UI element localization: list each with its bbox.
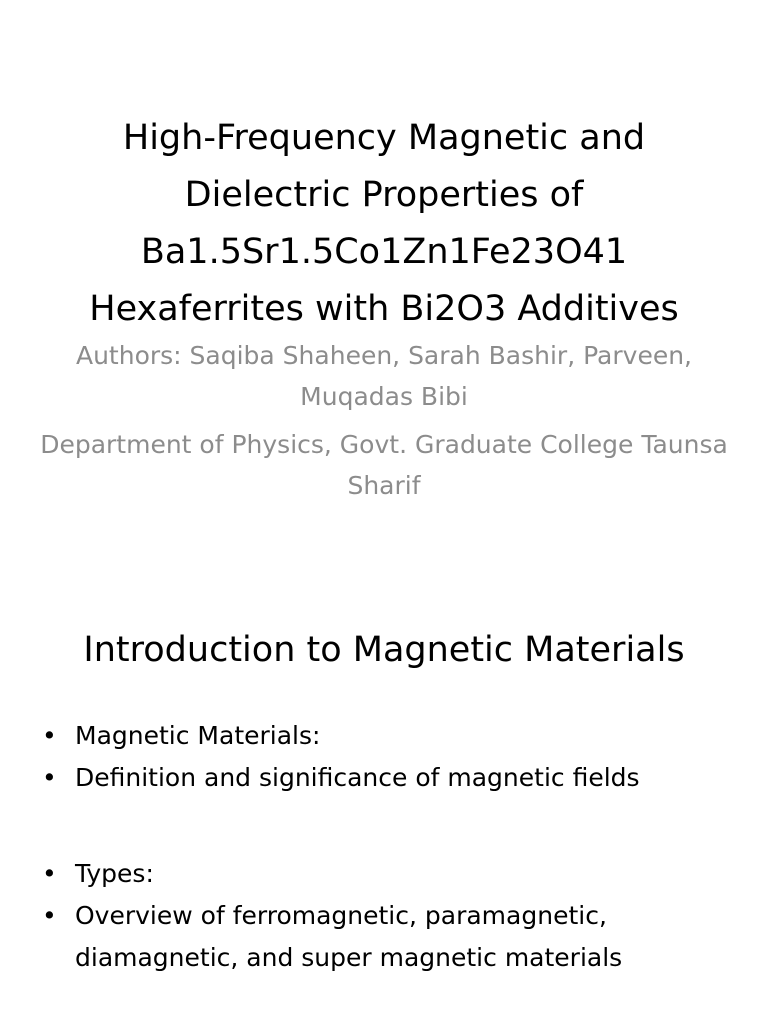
content-slide	[0, 560, 768, 1024]
slide-subtitle	[40, 335, 728, 513]
bullet-icon: •	[42, 763, 57, 792]
slide-title: High-Frequency Magnetic and Dielectric Properties of Ba1.5Sr1.5Co1Zn1Fe23O41 Hexaferrites with Bi2O3 Additives	[89, 118, 679, 329]
bullet-item	[40, 853, 740, 895]
bullet-icon: •	[42, 901, 57, 930]
bullet-icon: •	[42, 859, 57, 888]
bullet-text: Magnetic Materials:	[75, 721, 321, 750]
bullet-item	[40, 895, 740, 979]
bullet-text: Overview of ferromagnetic, paramagnetic, diamagnetic, and super magnetic materials	[75, 901, 623, 972]
bullet-item	[40, 757, 740, 799]
authors-line: Authors: Saqiba Shaheen, Sarah Bashir, Parveen, Muqadas Bibi	[75, 341, 692, 411]
affiliation-line: Department of Physics, Govt. Graduate College Taunsa Sharif	[40, 430, 728, 500]
bullet-text: Definition and significance of magnetic fields	[75, 763, 640, 792]
bullet-list	[40, 715, 740, 979]
bullet-text: Types:	[75, 859, 154, 888]
bullet-icon: •	[42, 721, 57, 750]
bullet-item	[40, 715, 740, 757]
slide-heading: Introduction to Magnetic Materials	[83, 630, 685, 670]
